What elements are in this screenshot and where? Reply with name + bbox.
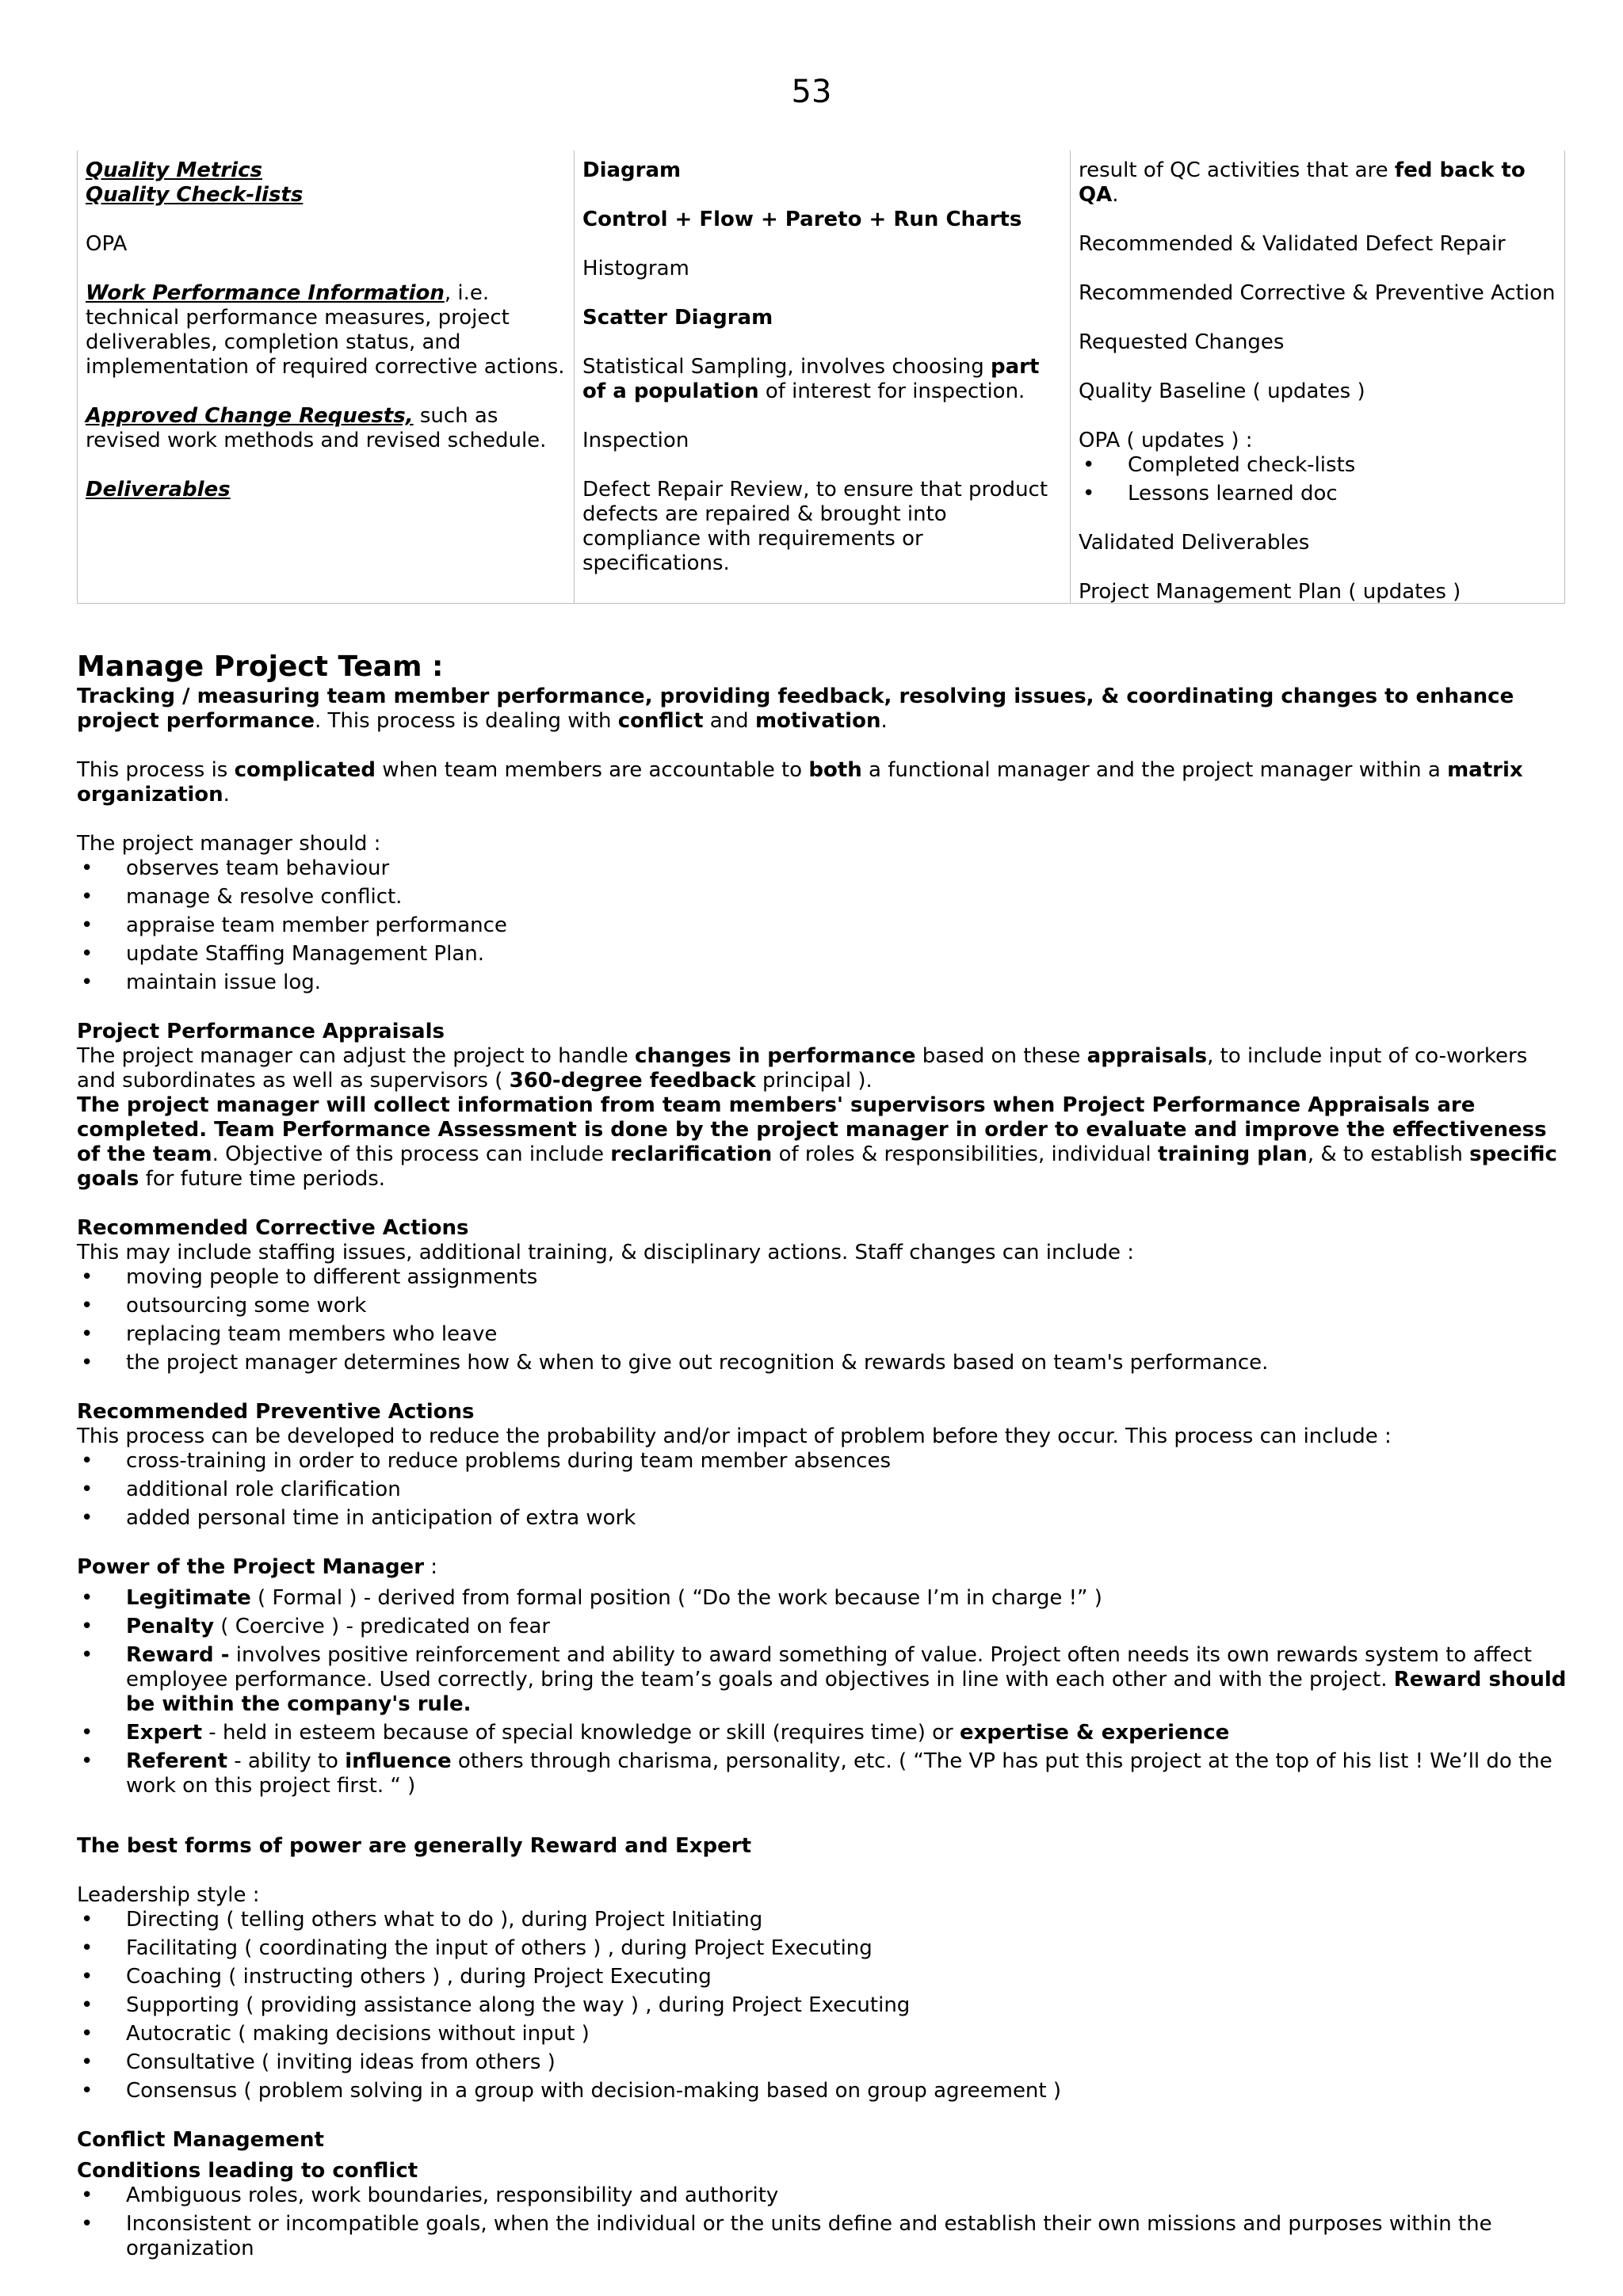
histogram-label: Histogram [582,257,689,280]
quality-control-table [77,151,1565,604]
list-item [77,1586,1567,1611]
list-item: • moving people to different assignments [77,1265,1567,1290]
expert-bold: expertise & experience [960,1721,1230,1745]
complicated-f: matrix organization [77,758,1523,807]
appraisals-p2-bold: The project manager will collect information from team members' supervisors when Project Performance Appraisals are completed. Team Performance Assessment is done by the project manager in order to evaluate and improve the effectiveness of the team [77,1093,1547,1166]
list-item: • appraise team member performance [77,913,1567,938]
conflict-conditions-heading: Conditions leading to conflict [77,2159,418,2183]
list-item: • the project manager determines how & when to give out recognition & rewards based on team's performance. [77,1351,1567,1375]
appraisals-p2-g: for future time periods. [139,1167,386,1191]
opa-label: OPA [86,232,128,256]
pm-should-label: The project manager should : [77,832,381,856]
intro-conflict: conflict [617,709,704,733]
power-list [77,1586,1567,1798]
statistical-sampling [582,355,1062,404]
referent-label: Referent [126,1749,227,1773]
manage-team-heading: Manage Project Team : [77,650,444,683]
appraisals-heading: Project Performance Appraisals [77,1020,445,1043]
reward-text: involves positive reinforcement and ability to award something of value. Project often needs its own rewards system to affect employee performance. Used correctly, bring the team’s goals and objectives in line with each other and with the project. [126,1643,1532,1691]
list-item: • maintain issue log. [77,971,1567,995]
conflict-conditions-list [77,2183,1567,2261]
complicated-d: both [808,758,862,782]
opa-updates-list [1079,453,1558,506]
power-heading [77,1555,1567,1580]
sampling-text-bold: part of a population [582,355,1040,403]
legitimate-label: Legitimate [126,1586,251,1610]
list-item: • update Staffing Management Plan. [77,942,1567,967]
appraisals-p2-b: reclarification [610,1142,773,1166]
acr-title: Approved Change Requests, [86,404,414,428]
deliverables-label: Deliverables [86,478,231,502]
conflict-heading: Conflict Management [77,2128,324,2152]
referent-text-2: others through charisma, personality, etc. ( “The VP has put this project at the top of his list ! We’ll do the work on this project first. “ ) [126,1749,1552,1798]
table-column-outputs [1070,151,1566,603]
referent-text: - ability to [227,1749,346,1773]
defect-repair-review: Defect Repair Review, to ensure that product defects are repaired & brought into compliance with requirements or specifications. [582,478,1048,575]
result-text-a: result of QC activities that are [1079,158,1395,182]
inspection-label: Inspection [582,429,689,452]
corrective-list [77,1265,1567,1375]
quality-metrics-label: Quality Metrics [86,158,262,182]
quality-baseline-label: Quality Baseline ( updates ) [1079,379,1365,403]
list-item [77,1721,1567,1745]
appraisals-paragraph-2 [77,1093,1567,1192]
control-charts-label: Control + Flow + Pareto + Run Charts [582,208,1022,231]
work-performance-information [86,281,566,379]
list-item: • added personal time in anticipation of extra work [77,1506,1567,1531]
intro-motivation: motivation [754,709,881,733]
intro-a: . This process is dealing with [315,709,618,733]
preventive-heading: Recommended Preventive Actions [77,1400,475,1424]
appraisals-p1-d: appraisals [1086,1044,1208,1068]
opa-updates-label: OPA ( updates ) : [1079,429,1253,452]
table-column-tools [574,151,1070,603]
list-item: • Autocratic ( making decisions without input ) [77,2022,1567,2046]
qc-result-text [1079,158,1558,208]
appraisals-p1-e: , to include input of co-workers and subordinates as well as supervisors ( [77,1044,1528,1093]
list-item: • cross-training in order to reduce problems during team member absences [77,1449,1567,1474]
corrective-text: This may include staffing issues, additional training, & disciplinary actions. Staff changes can include : [77,1241,1134,1264]
list-item: • Inconsistent or incompatible goals, when the individual or the units define and establish their own missions and purposes within the organization [77,2212,1567,2261]
wpi-title: Work Performance Information [86,281,445,305]
validated-deliverables-label: Validated Deliverables [1079,531,1310,555]
preventive-list [77,1449,1567,1531]
appraisals-p2-f: specific goals [77,1142,1557,1191]
intro-e: . [880,709,888,733]
list-item: • Completed check-lists [1079,453,1558,478]
appraisals-p1-b: changes in performance [635,1044,916,1068]
scatter-diagram-label: Scatter Diagram [582,306,773,330]
power-title-suffix: : [424,1555,438,1579]
appraisals-p2-a: . Objective of this process can include [212,1142,611,1166]
power-title: Power of the Project Manager [77,1555,425,1579]
pm-should-list [77,856,1567,995]
list-item: • Consultative ( inviting ideas from others ) [77,2050,1567,2075]
list-item: • Ambiguous roles, work boundaries, responsibility and authority [77,2183,1567,2208]
list-item: • Coaching ( instructing others ) , during Project Executing [77,1965,1567,1989]
page-number: 53 [791,74,832,110]
appraisals-p1-a: The project manager can adjust the project to handle [77,1044,636,1068]
main-content [77,650,1567,2265]
list-item: • outsourcing some work [77,1294,1567,1318]
list-item: • Supporting ( providing assistance along the way ) , during Project Executing [77,1993,1567,2018]
complicated-paragraph [77,758,1567,807]
intro-c: and [703,709,755,733]
penalty-label: Penalty [126,1615,215,1638]
list-item: • Directing ( telling others what to do ), during Project Initiating [77,1908,1567,1932]
referent-bold: influence [345,1749,452,1773]
pmp-updates-label: Project Management Plan ( updates ) [1079,580,1461,604]
quality-checklists-label: Quality Check-lists [86,183,304,207]
list-item: • observes team behaviour [77,856,1567,881]
expert-label: Expert [126,1721,203,1745]
wpi-text: , i.e. technical performance measures, project deliverables, completion status, and implementation of required corrective actions. [86,281,565,379]
list-item: • additional role clarification [77,1478,1567,1502]
penalty-text: ( Coercive ) - predicated on fear [214,1615,551,1638]
appraisals-p2-e: , & to establish [1307,1142,1470,1166]
appraisals-paragraph-1 [77,1044,1567,1093]
list-item: • Consensus ( problem solving in a group with decision-making based on group agreement ) [77,2079,1567,2103]
defect-repair-label: Recommended & Validated Defect Repair [1079,232,1506,256]
complicated-g: . [223,783,230,807]
expert-text: - held in esteem because of special knowledge or skill (requires time) or [202,1721,960,1745]
appraisals-p1-g: principal ). [755,1069,873,1093]
corrective-preventive-label: Recommended Corrective & Preventive Action [1079,281,1556,305]
best-forms-of-power: The best forms of power are generally Reward and Expert [77,1834,752,1858]
appraisals-p2-d: training plan [1157,1142,1308,1166]
preventive-text: This process can be developed to reduce the probability and/or impact of problem before they occur. This process can include : [77,1425,1392,1448]
reward-rule: Reward should be within the company's rule. [126,1668,1567,1716]
list-item [77,1749,1567,1798]
legitimate-text: ( Formal ) - derived from formal position ( “Do the work because I’m in charge !” ) [250,1586,1102,1610]
manage-team-intro [77,685,1567,734]
list-item: • replacing team members who leave [77,1322,1567,1347]
sampling-text-c: of interest for inspection. [758,379,1025,403]
list-item: • Lessons learned doc [1079,482,1558,506]
complicated-b: complicated [234,758,376,782]
complicated-c: when team members are accountable to [376,758,809,782]
approved-change-requests [86,404,566,453]
list-item: • manage & resolve conflict. [77,885,1567,910]
sampling-text-a: Statistical Sampling, involves choosing [582,355,991,379]
leadership-heading: Leadership style : [77,1883,260,1907]
list-item [77,1643,1567,1717]
intro-bold: Tracking / measuring team member performance, providing feedback, resolving issues, & coordinating changes to enhance project performance [77,685,1514,733]
complicated-a: This process is [77,758,235,782]
result-text-bold: fed back to QA [1079,158,1526,207]
requested-changes-label: Requested Changes [1079,330,1285,354]
complicated-e: a functional manager and the project manager within a [861,758,1448,782]
list-item [77,1615,1567,1639]
leadership-list [77,1908,1567,2103]
reward-label: Reward - [126,1643,230,1667]
table-column-inputs [78,151,574,603]
list-item: • Facilitating ( coordinating the input of others ) , during Project Executing [77,1936,1567,1961]
acr-text: such as revised work methods and revised schedule. [86,404,547,452]
result-text-c: . [1112,183,1119,207]
appraisals-p1-f: 360-degree feedback [509,1069,756,1093]
corrective-heading: Recommended Corrective Actions [77,1216,469,1240]
diagram-label: Diagram [582,158,682,182]
appraisals-p1-c: based on these [915,1044,1087,1068]
appraisals-p2-c: of roles & responsibilities, individual [772,1142,1158,1166]
